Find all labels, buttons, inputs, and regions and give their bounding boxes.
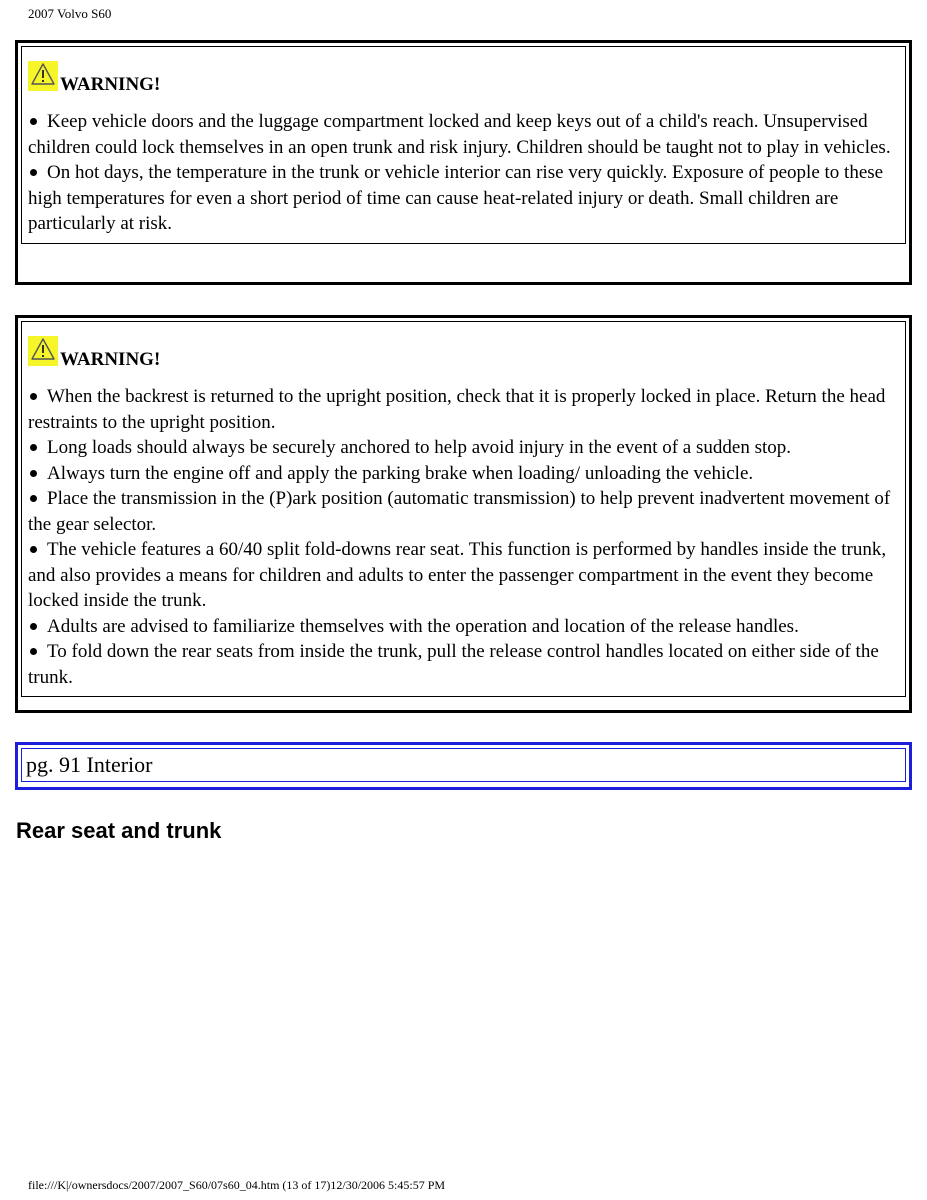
footer-file-path: file:///K|/ownersdocs/2007/2007_S60/07s60_04.htm (13 of 17)12/30/2006 5:45:57 PM [28, 1178, 446, 1192]
section-heading: Rear seat and trunk [16, 818, 222, 843]
warning-item [28, 435, 901, 461]
warning-box-inner [21, 46, 906, 244]
warning-item [28, 639, 901, 690]
warning-item-text: The vehicle features a 60/40 split fold-downs rear seat. This function is performed by handles inside the trunk, and also provides a means for children and adults to enter the passenger compartment in the event they become locked inside the trunk. [28, 539, 887, 611]
page-reference-box [15, 742, 912, 790]
bullet-icon [30, 623, 37, 630]
warning-item-text: To fold down the rear seats from inside the trunk, pull the release control handles located on either side of the trunk. [28, 641, 879, 688]
bullet-icon [30, 648, 37, 655]
bullet-icon [30, 444, 37, 451]
warning-item [28, 486, 901, 537]
warning-title: WARNING! [60, 349, 161, 370]
warning-header [28, 55, 901, 95]
warning-item-text: When the backrest is returned to the upright position, check that it is properly locked in place. Return the head restraints to the upright position. [28, 386, 886, 433]
warning-list [28, 109, 901, 237]
bullet-icon [30, 495, 37, 502]
warning-item-text: Long loads should always be securely anchored to help avoid injury in the event of a sudden stop. [47, 437, 791, 458]
warning-item [28, 384, 901, 435]
warning-box-child-safety [15, 40, 912, 285]
warning-item-text: Keep vehicle doors and the luggage compartment locked and keep keys out of a child's reach. Unsupervised children could lock themselves in an open trunk and risk injury. Children should be taught not to play in vehicles. [28, 111, 891, 158]
warning-triangle-icon [28, 61, 58, 91]
warning-title: WARNING! [60, 74, 161, 95]
warning-item [28, 537, 901, 614]
warning-item-text: On hot days, the temperature in the trunk or vehicle interior can rise very quickly. Exposure of people to these high temperatures for even a short period of time can cause heat-related injury or death. Small children are particularly at risk. [28, 162, 884, 234]
bullet-icon [30, 546, 37, 553]
bullet-icon [30, 393, 37, 400]
warning-header [28, 330, 901, 370]
warning-item [28, 614, 901, 640]
bullet-icon [30, 169, 37, 176]
warning-item [28, 109, 901, 160]
warning-box-inner [21, 321, 906, 697]
bullet-icon [30, 470, 37, 477]
warning-item-text: Place the transmission in the (P)ark position (automatic transmission) to help prevent inadvertent movement of the gear selector. [28, 488, 891, 535]
warning-item [28, 160, 901, 237]
bullet-icon [30, 118, 37, 125]
warning-triangle-icon [28, 336, 58, 366]
warning-item-text: Adults are advised to familiarize themselves with the operation and location of the release handles. [47, 615, 799, 637]
page-reference-label: pg. 91 Interior [21, 748, 906, 782]
warning-item [28, 461, 901, 487]
warning-list [28, 384, 901, 690]
document-header-title: 2007 Volvo S60 [28, 6, 112, 21]
warning-item-text: Always turn the engine off and apply the parking brake when loading/ unloading the vehicle. [47, 462, 754, 484]
warning-box-rear-seat [15, 315, 912, 713]
